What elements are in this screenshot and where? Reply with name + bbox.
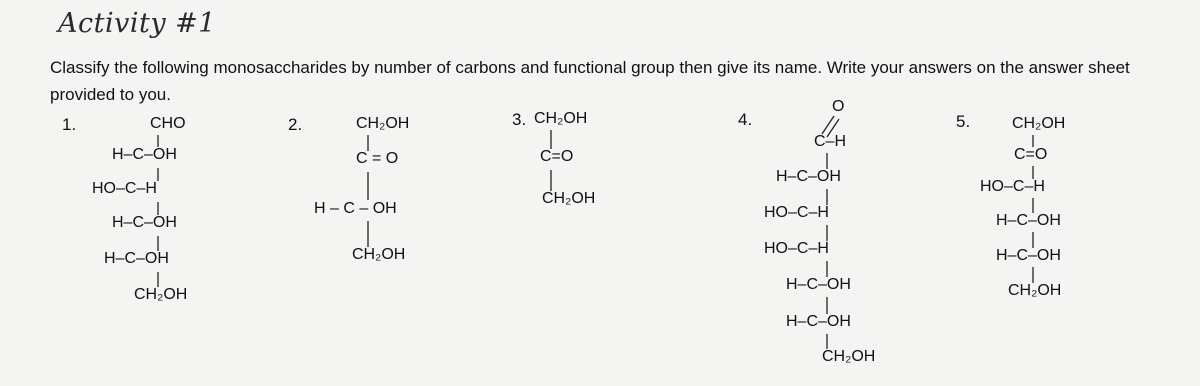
structure-number: 1. xyxy=(62,115,77,134)
structure-row: C–H xyxy=(814,133,847,150)
structure-row: H–C–OH xyxy=(104,250,169,267)
structure-row: H–C–OH xyxy=(786,276,851,293)
structure-row: H–C–OH xyxy=(112,214,177,231)
structure-row: CH₂OH xyxy=(134,286,188,303)
structure-row: H–C–OH xyxy=(112,146,177,163)
structure-row: C=O xyxy=(540,148,574,165)
structure-number: 3. xyxy=(512,110,527,129)
instructions-text: Classify the following monosaccharides by number of carbons and functional group then give its name. Write your answers on the answer sheet provided to you. xyxy=(50,58,1130,104)
structure-row: CH₂OH xyxy=(356,115,410,132)
structure-row: C = O xyxy=(356,150,399,167)
structure-number: 2. xyxy=(288,115,303,134)
structure-row: CHO xyxy=(150,115,186,132)
structure-row: CH₂OH xyxy=(534,110,588,127)
structure-row: H–C–OH xyxy=(996,212,1061,229)
structure-row: CH₂OH xyxy=(1008,282,1062,299)
structure-row: CH₂OH xyxy=(542,190,596,207)
structure-row: H – C – OH xyxy=(314,200,397,217)
structure-row: H–C–OH xyxy=(786,313,851,330)
structure-row: HO–C–H xyxy=(980,178,1045,195)
structure-row: C=O xyxy=(1014,146,1048,163)
structure-number: 5. xyxy=(956,112,971,131)
structure-row: CH₂OH xyxy=(822,348,876,365)
structure-row: CH₂OH xyxy=(352,246,406,263)
structure-row: H–C–OH xyxy=(776,168,841,185)
structure-row: H–C–OH xyxy=(996,247,1061,264)
structure-row: HO–C–H xyxy=(764,240,829,257)
activity-title: Activity #1 xyxy=(58,8,216,39)
structure-row: CH₂OH xyxy=(1012,115,1066,132)
structure-row: HO–C–H xyxy=(764,204,829,221)
structure-row: HO–C–H xyxy=(92,180,157,197)
structure-number: 4. xyxy=(738,110,753,129)
structure-row: O xyxy=(832,98,845,115)
